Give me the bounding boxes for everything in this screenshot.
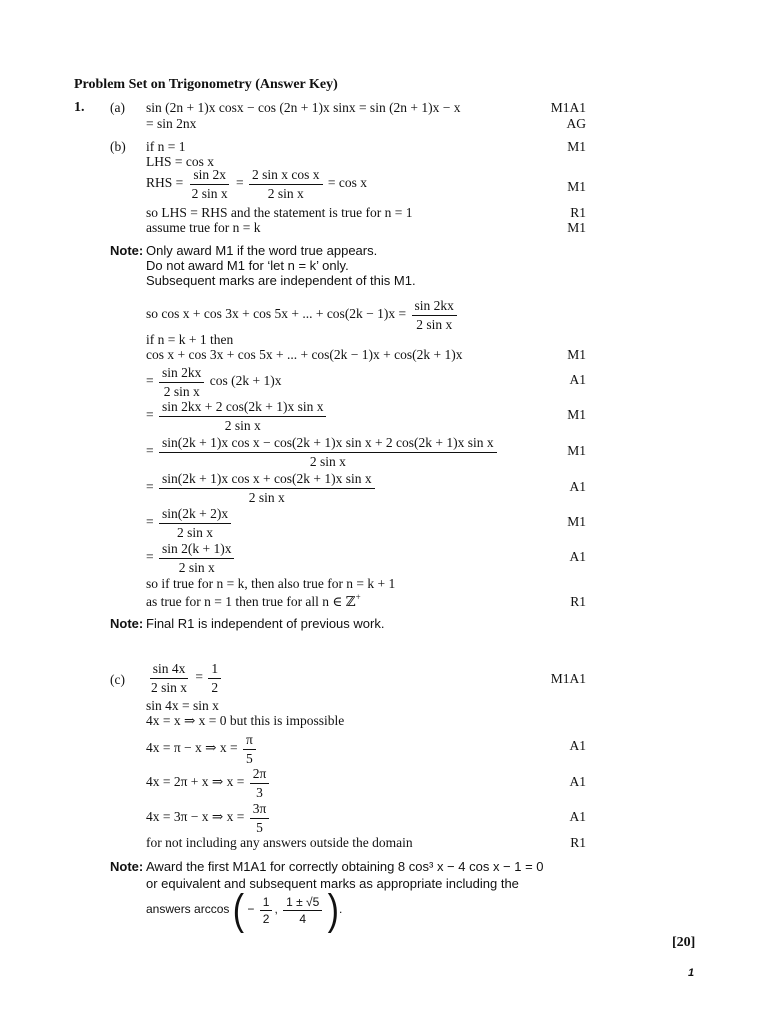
denominator: 2 sin x [267, 185, 304, 201]
denominator: 2 sin x [151, 679, 188, 695]
solution-lhs: 4x = π − x ⇒ x = [146, 740, 238, 756]
mark: R1 [570, 594, 586, 609]
solution-1 [146, 733, 258, 765]
part-c-label: (c) [110, 672, 125, 687]
mark: R1 [570, 205, 586, 220]
hypothesis-expression [146, 299, 459, 331]
numerator: sin 2kx [159, 366, 204, 383]
numerator: sin 2x [190, 168, 229, 185]
note-line: Final R1 is independent of previous work. [146, 616, 385, 631]
note-line: Award the first M1A1 for correctly obtaining 8 cos³ x − 4 cos x − 1 = 0 [146, 859, 544, 874]
equals: = [146, 479, 154, 495]
part-b-label: (b) [110, 139, 126, 154]
answers-expression [146, 886, 343, 934]
rhs-expression [146, 168, 367, 200]
rhs-result: = cos x [327, 175, 368, 191]
note-label: Note: [110, 859, 144, 874]
note-label: Note: [110, 616, 144, 631]
hypothesis-text: so cos x + cos 3x + cos 5x + ... + cos(2k − 1)x = [146, 306, 407, 322]
mark: R1 [570, 835, 586, 850]
domain-line: for not including any answers outside the domain [146, 835, 413, 850]
denominator: 3 [256, 784, 263, 800]
numerator: sin 2kx [412, 299, 457, 316]
numerator: 2 sin x cos x [249, 168, 323, 185]
equals: = [146, 549, 154, 565]
denominator: 2 sin x [191, 185, 228, 201]
mark: M1 [567, 514, 586, 529]
note-label: Note: [110, 243, 144, 258]
fraction [148, 662, 190, 694]
numerator: 1 ± √5 [283, 896, 322, 911]
solution-lhs: 4x = 2π + x ⇒ x = [146, 774, 245, 790]
fraction [189, 168, 231, 200]
part-a-line1: sin (2n + 1)x cosx − cos (2n + 1)x sinx = sin (2n + 1)x − x [146, 100, 461, 115]
mark: AG [566, 116, 586, 131]
denominator: 2 sin x [178, 559, 215, 575]
denominator: 2 sin x [248, 489, 285, 505]
numerator: sin(2k + 2)x [159, 507, 231, 524]
numerator: 2π [250, 767, 270, 784]
denominator: 2 sin x [163, 383, 200, 399]
minus-sign: − [247, 902, 255, 917]
equals: = [146, 443, 154, 459]
fraction [283, 896, 322, 925]
mark: M1 [567, 139, 586, 154]
denominator: 2 [262, 911, 270, 926]
total-marks: [20] [672, 935, 696, 950]
part-a-line2: = sin 2nx [146, 116, 197, 131]
denominator: 2 [211, 679, 219, 695]
fraction [412, 299, 457, 331]
fraction [250, 802, 270, 834]
sum-line: cos x + cos 3x + cos 5x + ... + cos(2k − 1)x + cos(2k + 1)x [146, 347, 463, 362]
denominator: 5 [246, 750, 253, 766]
fraction [260, 896, 273, 925]
step-4 [146, 472, 377, 504]
equals: = [236, 175, 244, 191]
question-number: 1. [74, 100, 85, 115]
fraction [159, 400, 326, 432]
note-line: Subsequent marks are independent of this M1. [146, 273, 416, 288]
lhs-line: LHS = cos x [146, 154, 214, 169]
part-c-equation: $\frac{\sin 4x}{\text{2 sin x}}$ = $\frac{1}{2}$ [146, 662, 223, 694]
denominator: 2 sin x [309, 453, 346, 469]
left-paren: ( [232, 886, 245, 934]
mark: M1 [567, 347, 586, 362]
denominator: 2 sin x [177, 524, 214, 540]
numerator: 3π [250, 802, 270, 819]
numerator: 1 [260, 896, 273, 911]
step-3 [146, 436, 499, 468]
mark: A1 [569, 549, 586, 564]
step-5 [146, 507, 233, 539]
note-line: Do not award M1 for ‘let n = k’ only. [146, 258, 349, 273]
numerator: sin(2k + 1)x cos x + cos(2k + 1)x sin x [159, 472, 375, 489]
final-conclusion-text: as true for n = 1 then true for all n ∈ ℤ [146, 594, 356, 609]
denominator: 4 [299, 911, 307, 926]
comma: , [274, 902, 278, 917]
denominator: 2 sin x [416, 316, 453, 332]
mark: A1 [569, 738, 586, 753]
numerator: sin 4x [150, 662, 189, 679]
inductive-step-line: if n = k + 1 then [146, 332, 234, 347]
numerator: π [243, 733, 256, 750]
page-title: Problem Set on Trigonometry (Answer Key) [74, 77, 338, 92]
equals: = [146, 514, 154, 530]
superscript-plus: + [355, 592, 361, 602]
solution-3 [146, 802, 271, 834]
denominator: 2 sin x [224, 417, 261, 433]
fraction [159, 542, 234, 574]
step-1 [146, 366, 282, 398]
right-paren: ) [327, 886, 339, 934]
equals: = [146, 373, 154, 389]
denominator: 5 [256, 819, 263, 835]
fraction [208, 662, 221, 694]
part-c-line2: sin 4x = sin x [146, 698, 219, 713]
note-line: or equivalent and subsequent marks as appropriate including the [146, 876, 519, 891]
period: . [338, 902, 343, 917]
base-case-line: if n = 1 [146, 139, 186, 154]
assumption-line: assume true for n = k [146, 220, 261, 235]
step-2 [146, 400, 328, 432]
mark: A1 [569, 479, 586, 494]
fraction [159, 472, 375, 504]
mark: M1A1 [550, 671, 586, 686]
fraction [159, 366, 204, 398]
numerator: sin 2(k + 1)x [159, 542, 234, 559]
step-6 [146, 542, 236, 574]
fraction [159, 436, 497, 468]
conclusion-line: so LHS = RHS and the statement is true for n = 1 [146, 205, 413, 220]
solution-2 [146, 767, 271, 799]
part-c-line3: 4x = x ⇒ x = 0 but this is impossible [146, 713, 345, 728]
mark: M1 [567, 220, 586, 235]
fraction [249, 168, 323, 200]
mark: M1 [567, 179, 586, 194]
mark: M1 [567, 407, 586, 422]
rhs-label: RHS = [146, 175, 184, 191]
mark: A1 [569, 774, 586, 789]
step-1-tail: cos (2k + 1)x [209, 373, 282, 389]
numerator: 1 [208, 662, 221, 679]
note-line: Only award M1 if the word true appears. [146, 243, 378, 258]
solution-lhs: 4x = 3π − x ⇒ x = [146, 809, 245, 825]
part-a-label: (a) [110, 100, 125, 115]
answers-label: answers arccos [146, 902, 230, 917]
numerator: sin 2kx + 2 cos(2k + 1)x sin x [159, 400, 326, 417]
induction-conclusion: so if true for n = k, then also true for n = k + 1 [146, 576, 396, 591]
mark: A1 [569, 809, 586, 824]
final-conclusion [146, 592, 361, 609]
fraction [159, 507, 231, 539]
fraction [243, 733, 256, 765]
fraction [250, 767, 270, 799]
equals: = [146, 407, 154, 423]
mark: M1A1 [550, 100, 586, 115]
page-number: 1 [688, 967, 695, 979]
mark: M1 [567, 443, 586, 458]
numerator: sin(2k + 1)x cos x − cos(2k + 1)x sin x + 2 cos(2k + 1)x sin x [159, 436, 497, 453]
mark: A1 [569, 372, 586, 387]
